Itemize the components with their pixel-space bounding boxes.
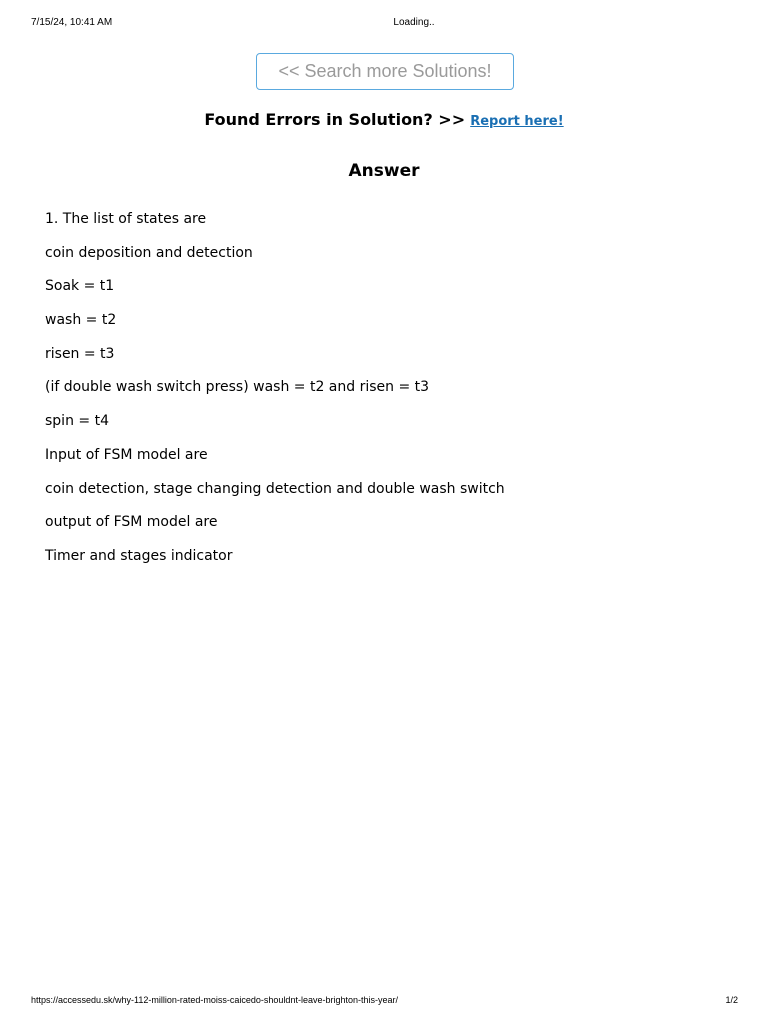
print-datetime: 7/15/24, 10:41 AM [31,17,113,28]
answer-line: risen = t3 [45,345,115,362]
search-more-solutions-button[interactable]: << Search more Solutions! [256,53,514,90]
answer-line: 1. The list of states are [45,211,207,227]
answer-line: output of FSM model are [45,514,218,531]
print-page-number: 1/2 [725,995,738,1005]
answer-line: (if double wash switch press) wash = t2 and risen = t3 [45,379,430,396]
found-errors-line [0,110,768,129]
print-page-title: Loading.. [393,17,435,28]
answer-line: Input of FSM model are [45,446,208,463]
answer-heading: Answer [348,161,420,181]
answer-line: coin detection, stage changing detection and double wash switch [45,480,505,497]
report-here-link[interactable]: Report here! [470,114,564,129]
found-errors-text: Found Errors in Solution? >> [204,110,466,129]
print-url: https://accessedu.sk/why-112-million-rated-moiss-caicedo-shouldnt-leave-brighton-this-year/ [31,995,398,1005]
answer-line: spin = t4 [45,413,109,430]
answer-line: Soak = t1 [45,278,115,295]
answer-line: coin deposition and detection [45,244,253,261]
print-header [0,17,768,31]
answer-line: Timer and stages indicator [45,547,233,564]
answer-line: wash = t2 [45,312,117,329]
answer-body [45,209,725,580]
print-footer [0,995,768,1009]
